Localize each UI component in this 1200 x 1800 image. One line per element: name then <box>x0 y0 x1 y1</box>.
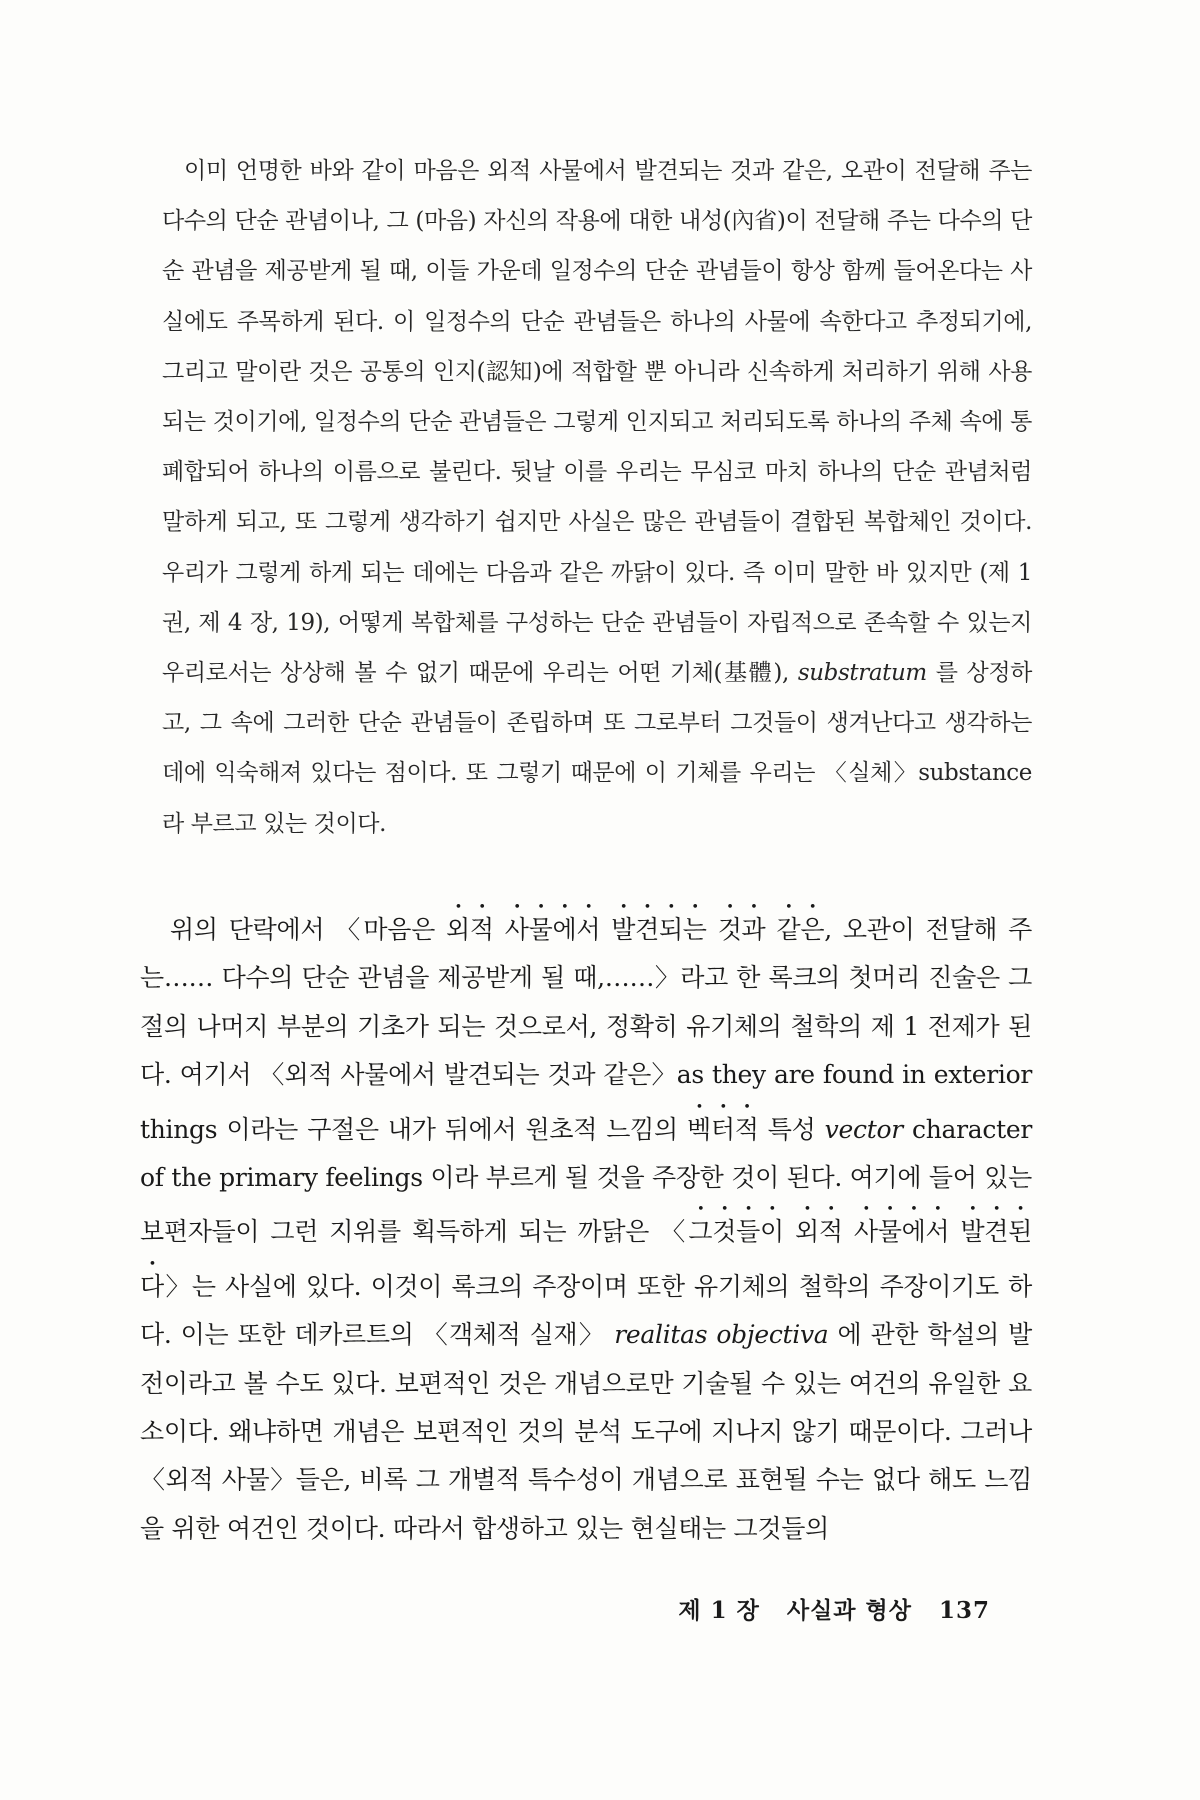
term-realitas-objectiva: realitas objectiva <box>614 1320 829 1350</box>
footer-chapter-title: 사실과 형상 <box>786 1597 912 1624</box>
body-paragraph <box>140 900 1032 1553</box>
footer-chapter: 제 1 장 <box>678 1597 760 1624</box>
body-text-part-3: 특성 <box>758 1114 825 1144</box>
body-text-part-4: character of the primary feelings 이라 부르게 될 것을 주장한 것이 된다. 여기에 들어 있는 보편자들이 그런 지위를 획득하게 되는 까닭은 〈 <box>140 1114 1032 1247</box>
emphasized-word-vectorial: 벡터적 <box>687 1114 759 1144</box>
emphasized-phrase-found-in-things: 그것들이 외적 사물에서 발견된다 <box>140 1217 1032 1301</box>
body-text-part-2: , 오관이 전달해 주는…… 다수의 단순 관념을 제공받게 될 때,……〉라고 한 록크의 첫머리 진술은 그 절의 나머지 부분의 기초가 되는 것으로서, 정확히 유기체의 철학의 제 1 전제가 된다. 여기서 〈외적 사물에서 발견되는 것과 같은〉as they are found in exterior things 이라는 구절은 내가 뒤에서 원초적 느낌의 <box>140 915 1032 1144</box>
quote-term-substratum: substratum <box>797 660 927 687</box>
body-text-part-6: 에 관한 학설의 발전이라고 볼 수도 있다. 보편적인 것은 개념으로만 기술될 수 있는 여건의 유일한 요소이다. 왜냐하면 개념은 보편적인 것의 분석 도구에 지나지 않기 때문이다. 그러나 〈외적 사물〉들은, 비록 그 개별적 특수성이 개념으로 표현될 수는 없다 해도 느낌을 위한 여건인 것이다. 따라서 합생하고 있는 현실태는 그것들의 <box>140 1320 1032 1543</box>
page-number: 137 <box>938 1597 990 1624</box>
quote-text-part-2: 를 상정하고, 그 속에 그러한 단순 관념들이 존립하며 또 그로부터 그것들이 생겨난다고 생각하는 데에 익숙해져 있다는 점이다. 또 그렇기 때문에 이 기체를 우리는 〈실체〉substance 라 부르고 있는 것이다. <box>162 660 1032 837</box>
body-text-part-1: 위의 단락에서 〈마음은 <box>170 915 446 944</box>
term-vector: vector <box>824 1114 903 1144</box>
block-quote-locke <box>162 146 1032 849</box>
quote-text-part-1: 이미 언명한 바와 같이 마음은 외적 사물에서 발견되는 것과 같은, 오관이 전달해 주는 다수의 단순 관념이나, 그 (마음) 자신의 작용에 대한 내성(內省)이 전달해 주는 다수의 단순 관념을 제공받게 될 때, 이들 가운데 일정수의 단순 관념들이 항상 함께 들어온다는 사실에도 주목하게 된다. 이 일정수의 단순 관념들은 하나의 사물에 속한다고 추정되기에, 그리고 말이란 것은 공통의 인지(認知)에 적합할 뿐 아니라 신속하게 처리하기 위해 사용되는 것이기에, 일정수의 단순 관념들은 그렇게 인지되고 처리되도록 하나의 주체 속에 통폐합되어 하나의 이름으로 불린다. 뒷날 이를 우리는 무심코 마치 하나의 단순 관념처럼 말하게 되고, 또 그렇게 생각하기 쉽지만 사실은 많은 관념들이 결합된 복합체인 것이다. 우리가 그렇게 하게 되는 데에는 다음과 같은 까닭이 있다. 즉 이미 말한 바 있지만 (제 1 권, 제 4 장, 19), 어떻게 복합체를 구성하는 단순 관념들이 자립적으로 존속할 수 있는지 우리로서는 상상해 볼 수 없기 때문에 우리는 어떤 기체(基體), <box>162 158 1032 687</box>
page-footer <box>678 1592 990 1625</box>
emphasized-phrase-external-things: 외적 사물에서 발견되는 것과 같은 <box>446 915 825 944</box>
body-text-part-5: 〉는 사실에 있다. 이것이 록크의 주장이며 또한 유기체의 철학의 주장이기도 하다. 이는 또한 데카르트의 〈객체적 실재〉 <box>140 1271 1032 1350</box>
